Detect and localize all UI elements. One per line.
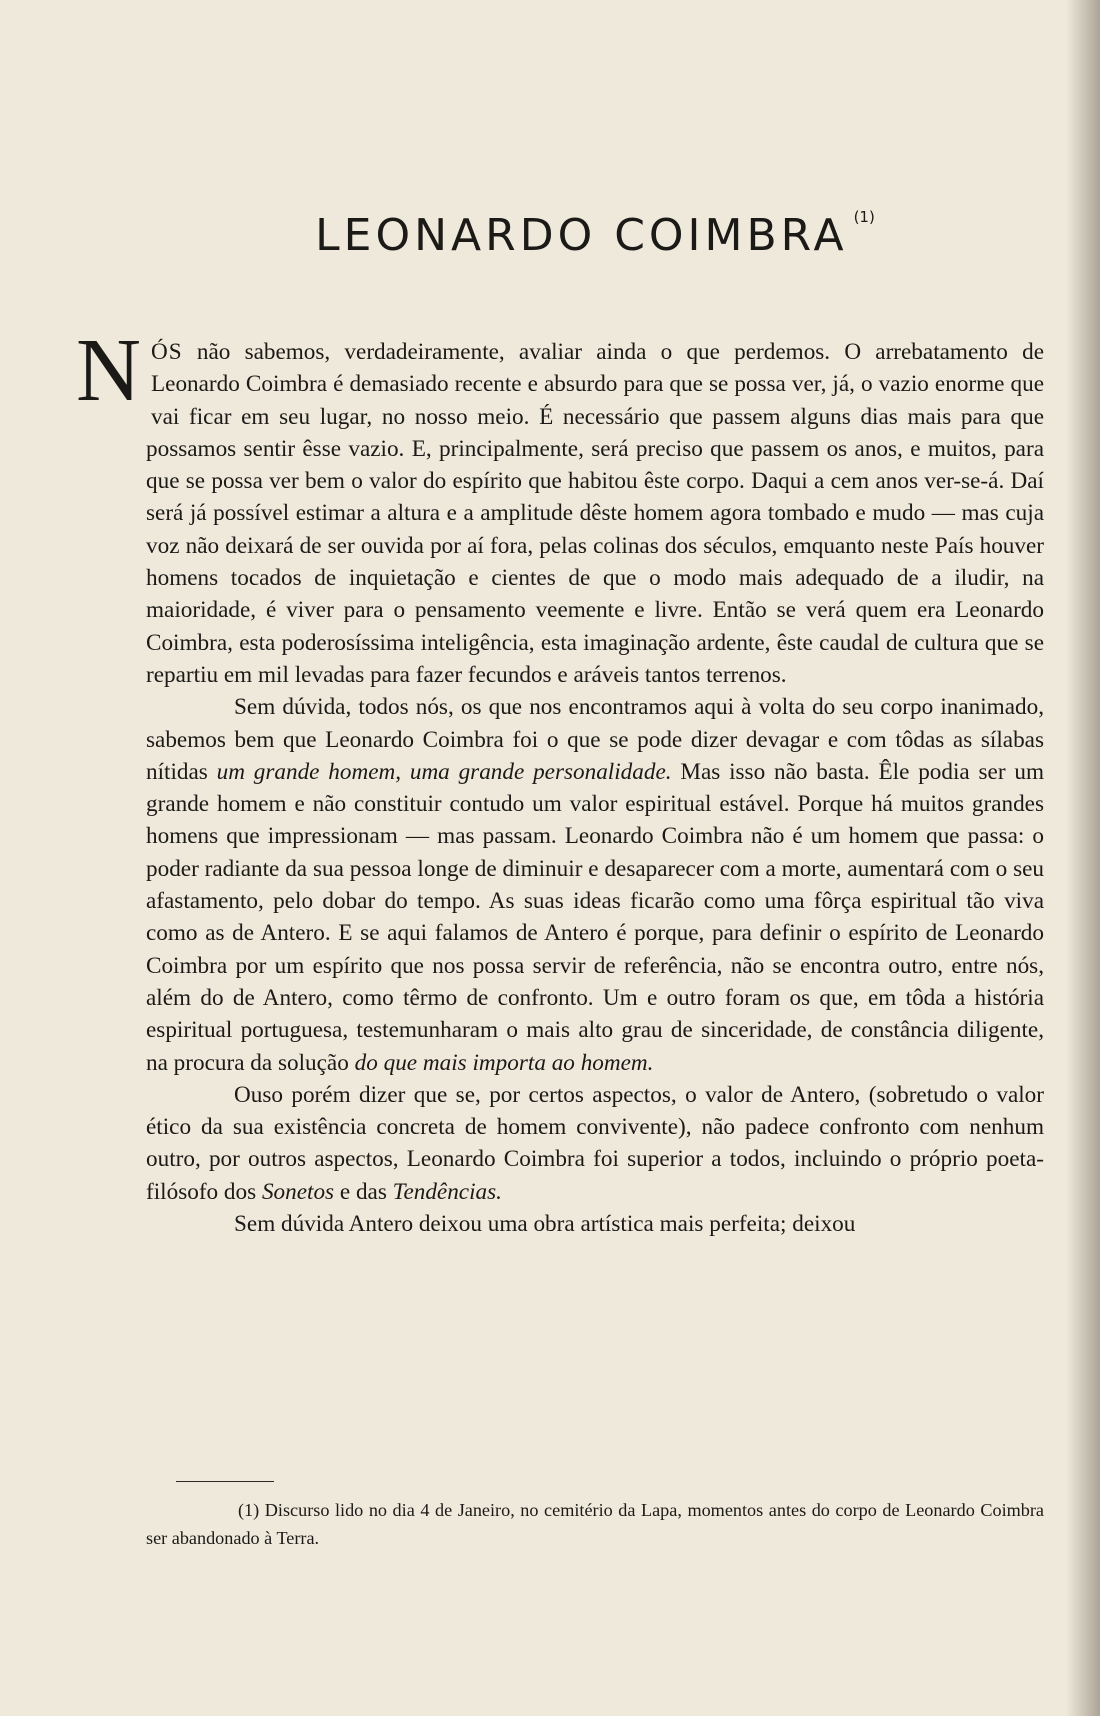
page-title: [146, 210, 1044, 261]
paragraph-3-text-b: e das: [334, 1178, 393, 1205]
paragraph-2-text-a: Sem dúvida, todos nós, os que nos encontramos aqui à volta do seu corpo inanimado, sabemos bem que Leonardo Coimbra foi o que se pode dizer devagar e com tôdas as sílabas nítidas: [146, 694, 1044, 785]
article-body: [76, 321, 1044, 1240]
footnote: (1) Discurso lido no dia 4 de Janeiro, no cemitério da Lapa, momentos antes do corpo de Leonardo Coimbra ser abandonado à Terra.: [146, 1500, 1044, 1548]
drop-cap: N: [76, 321, 141, 420]
paragraph-2: [146, 691, 1044, 1079]
footnote-rule: [176, 1481, 274, 1482]
paragraph-3-text-a: Ouso porém dizer que se, por certos aspectos, o valor de Antero, (sobretudo o valor ético da sua existência concreta de homem convivente), não padece confronto com nenhum outro, por outros aspectos, Leonardo Coimbra foi superior a todos, incluindo o próprio poeta-filósofo dos: [146, 1081, 1044, 1205]
paragraph-4-text: Sem dúvida Antero deixou uma obra artística mais perfeita; deixou: [234, 1211, 856, 1238]
title-footnote-marker: (1): [853, 208, 875, 226]
paragraph-3-italic-b: Tendências.: [392, 1178, 502, 1205]
paragraph-1-text: não sabemos, verdadeiramente, avaliar ainda o que perdemos. O arrebatamento de Leonardo Coimbra é demasiado recente e absurdo para que se possa ver, já, o vazio enorme que vai ficar em seu lugar, no nosso meio. É necessário que passem alguns dias mais para que possamos sentir êsse vazio. E, principalmente, será preciso que passem os anos, e muitos, para que se possa ver bem o valor do espírito que habitou êste corpo. Daqui a cem anos ver-se-á. Daí será já possível estimar a altura e a amplitude dêste homem agora tombado e mudo — mas cuja voz não deixará de ser ouvida por aí fora, pelas colinas dos séculos, emquanto neste País houver homens tocados de inquietação e cientes de que o modo mais adequado de a iludir, na maioridade, é viver para o pensamento veemente e livre. Então se verá quem era Leonardo Coimbra, esta poderosíssima inteligência, esta imaginação ardente, êste caudal de cultura que se repartiu em mil levadas para fazer fecundos e aráveis tantos terrenos.: [146, 339, 1044, 688]
paragraph-4: [146, 1208, 1044, 1240]
paragraph-2-italic-b: do que mais importa ao homem.: [354, 1049, 654, 1076]
paragraph-3-italic-a: Sonetos: [261, 1178, 335, 1205]
paragraph-3: [146, 1079, 1044, 1208]
paragraph-2-italic-a: um grande homem, uma grande personalidade.: [216, 758, 672, 785]
title-text: LEONARDO COIMBRA: [315, 210, 848, 261]
paragraph-1: [76, 321, 1044, 691]
page-edge-shadow: [1066, 0, 1100, 1716]
first-word: ÓS: [151, 339, 183, 365]
paragraph-2-text-b: Mas isso não basta. Êle podia ser um grande homem e não constituir contudo um valor espiritual estável. Porque há muitos grandes homens que impressionam — mas passam. Leonardo Coimbra não é um homem que passa: o poder radiante da sua pessoa longe de diminuir e desaparecer com a morte, aumentará com o seu afastamento, pelo dobar do tempo. As suas ideas ficarão como uma fôrça espiritual tão viva como as de Antero. E se aqui falamos de Antero é porque, para definir o espírito de Leonardo Coimbra por um espírito que nos possa servir de referência, não se encontra outro, entre nós, além do de Antero, como têrmo de confronto. Um e outro foram os que, em tôda a história espiritual portuguesa, testemunharam o mais alto grau de sinceridade, de constância diligente, na procura da solução: [146, 758, 1044, 1076]
